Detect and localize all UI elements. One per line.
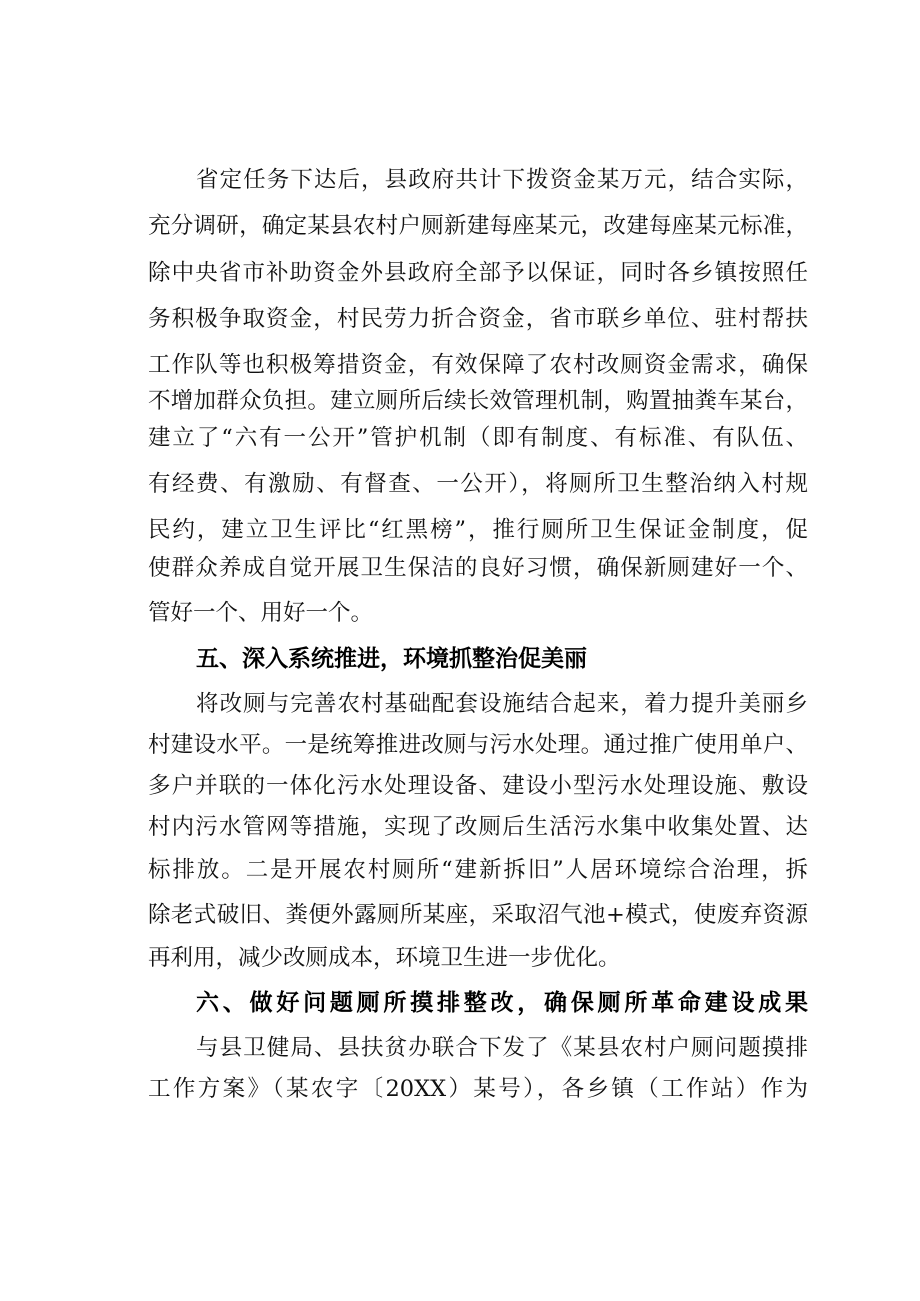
text-line: 有经费、有激励、有督查、一公开），将厕所卫生整治纳入村规 [148, 471, 808, 497]
text-line: 与县卫健局、县扶贫办联合下发了《某县农村户厕问题摸排 [196, 1035, 808, 1061]
text-line: 除中央省市补助资金外县政府全部予以保证，同时各乡镇按照任 [148, 260, 808, 286]
text-line: 标排放。二是开展农村厕所“建新拆旧”人居环境综合治理，拆 [148, 857, 808, 883]
text-line: 工作方案》（某农字〔20XX）某号），各乡镇（工作站）作为 [148, 1076, 808, 1102]
text-line: 省定任务下达后，县政府共计下拨资金某万元，结合实际， [196, 167, 808, 193]
text-line: 使群众养成自觉开展卫生保洁的良好习惯，确保新厕建好一个、 [148, 555, 808, 581]
text-line: 民约，建立卫生评比“红黑榜”，推行厕所卫生保证金制度，促 [148, 517, 808, 543]
text-line: 充分调研，确定某县农村户厕新建每座某元，改建每座某元标准， [148, 213, 808, 239]
text-line: 建立了“六有一公开”管护机制（即有制度、有标准、有队伍、 [148, 425, 808, 451]
section-heading-6: 六、做好问题厕所摸排整改，确保厕所革命建设成果 [196, 990, 808, 1016]
text-line: 工作队等也积极筹措资金，有效保障了农村改厕资金需求，确保 [148, 352, 808, 378]
text-line: 村建设水平。一是统筹推进改厕与污水处理。通过推广使用单户、 [148, 732, 808, 758]
text-line: 除老式破旧、粪便外露厕所某座，采取沼气池+模式，使废弃资源 [148, 902, 808, 928]
text-line: 再利用，减少改厕成本，环境卫生进一步优化。 [148, 945, 621, 971]
text-line: 务积极争取资金，村民劳力折合资金，省市联乡单位、驻村帮扶 [148, 306, 808, 332]
text-line: 管好一个、用好一个。 [148, 600, 374, 626]
text-line: 将改厕与完善农村基础配套设施结合起来，着力提升美丽乡 [196, 691, 808, 717]
section-heading-5: 五、深入系统推进，环境抓整治促美丽 [196, 646, 587, 672]
text-line: 不增加群众负担。建立厕所后续长效管理机制，购置抽粪车某台， [148, 388, 808, 414]
text-line: 多户并联的一体化污水处理设备、建设小型污水处理设施、敷设 [148, 773, 808, 799]
text-line: 村内污水管网等措施，实现了改厕后生活污水集中收集处置、达 [148, 814, 808, 840]
